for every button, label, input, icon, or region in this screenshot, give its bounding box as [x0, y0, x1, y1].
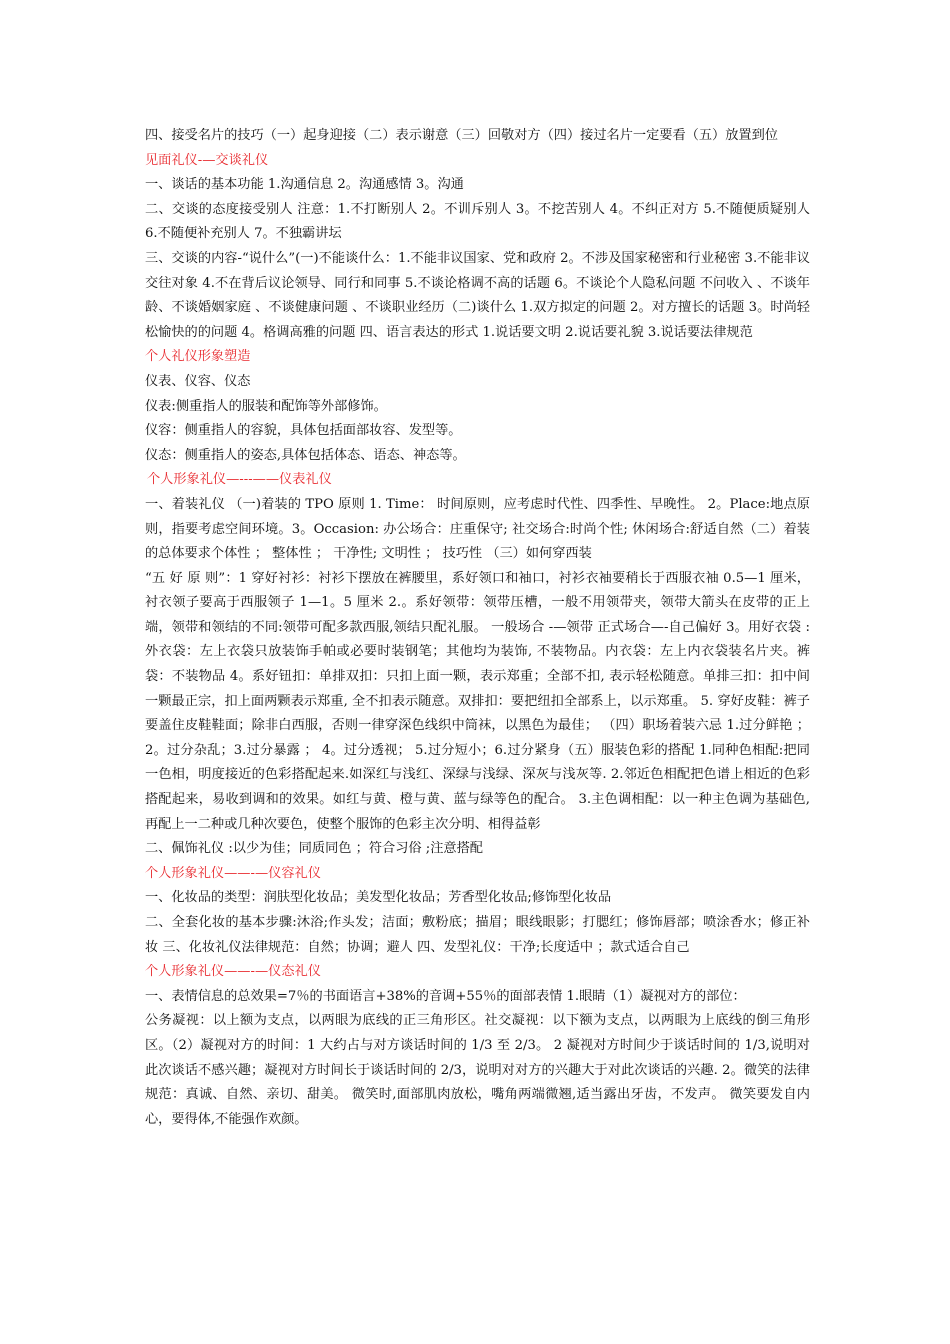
- paragraph-dress-tpo: 一、着装礼仪 （一)着装的 TPO 原则 1. Time： 时间原则，应考虑时代性、四季性、早晚性。 2。Place:地点原则，指要考虑空间环境。3。Occasion: 办公场合：庄重保守; 社交场合:时尚个性; 休闲场合:舒适自然（二）着装的总体要求个体性 ； 整体性 ； 干净性; 文明性 ； 技巧性 （三）如何穿西装: [145, 496, 810, 562]
- heading-personal-image: 个人礼仪形象塑造: [145, 349, 251, 365]
- paragraph-business-card-skills: 四、接受名片的技巧（一）起身迎接（二）表示谢意（三）回敬对方（四）接过名片一定要看（五）放置到位: [145, 128, 778, 143]
- paragraph-manner-def: 仪态：侧重指人的姿态,具体包括体态、语态、神态等。: [145, 447, 466, 463]
- paragraph-gaze-smile: 公务凝视：以上额为支点，以两眼为底线的正三角形区。社交凝视：以下额为支点，以两眼为上底线的倒三角形区。（2）凝视对方的时间：1 大约占与对方谈话时间的 1/3 至 2/3。 2 凝视对方时间少于谈话时间的 1/3,说明对此次谈话不感兴趣；凝视对方时间长于谈话时间的 2/3，说明对对方的兴趣大于对此次谈话的兴趣. 2。微笑的法律规范：真诚、自然、亲切、甜美。 微笑时,面部肌肉放松，嘴角两端微翘,适当露出牙齿，不发声。 微笑要发自内心，要得体,不能强作欢颜。: [145, 1013, 810, 1127]
- paragraph-suit-principles: “五 好 原 则”：1 穿好衬衫：衬衫下摆放在裤腰里，系好领口和袖口，衬衫衣袖要稍长于西服衣袖 0.5—1 厘米，衬衣领子要高于西服领子 1—1。5 厘米 2.。系好领带：领带压槽，一般不用领带夹，领带大箭头在皮带的正上端，领带和领结的不同:领带可配多款西服,领结只配礼服。 一般场合 -—领带 正式场合—-自己偏好 3。用好衣袋 :外衣袋：左上衣袋只放装饰手帕或必要时装钢笔；其他均为装饰, 不装物品。内衣袋：左上内衣袋装名片夹。裤袋：不装物品 4。系好钮扣：单排双扣：只扣上面一颗，表示郑重；全部不扣, 表示轻松随意。单排三扣：扣中间一颗最正宗，扣上面两颗表示郑重, 全不扣表示随意。双排扣：要把纽扣全部系上，以示郑重。 5. 穿好皮鞋：裤子要盖住皮鞋鞋面；除非白西服，否则一律穿深色线织中筒袜，以黑色为最佳； （四）职场着装六忌 1.过分鲜艳 ；2。过分杂乱；3.过分暴露 ； 4。过分透视； 5.过分短小；6.过分紧身（五）服装色彩的搭配 1.同种色相配:把同一色相，明度接近的色彩搭配起来.如深红与浅红、深绿与浅绿、深灰与浅灰等. 2.邻近色相配把色谱上相近的色彩搭配起来，易收到调和的效果。如红与黄、橙与黄、蓝与绿等色的配合。 3.主色调相配：以一种主色调为基础色,再配上一二种或几种次要色，使整个服饰的色彩主次分明、相得益彰: [145, 570, 810, 832]
- paragraph-appearance-def: 仪表:侧重指人的服装和配饰等外部修饰。: [145, 398, 387, 414]
- document-page: [145, 124, 810, 1132]
- paragraph-appearance-terms: 仪表、仪容、仪态: [145, 373, 251, 389]
- heading-makeup-etiquette: 个人形象礼仪——-—仪容礼仪: [145, 865, 321, 881]
- paragraph-makeup-steps: 二、全套化妆的基本步骤:沐浴;作头发；洁面；敷粉底；描眉；眼线眼影；打腮红；修饰唇部；喷涂香水；修正补妆 三、化妆礼仪法律规范：自然；协调；避人 四、发型礼仪：干净;长度适中 ；款式适合自己: [145, 915, 810, 955]
- paragraph-accessories: 二、佩饰礼仪 :以少为佳；同质同色 ；符合习俗 ;注意搭配: [145, 841, 483, 857]
- paragraph-conversation-functions: 一、谈话的基本功能 1.沟通信息 2。沟通感情 3。沟通: [145, 177, 464, 193]
- heading-dress-etiquette: 个人形象礼仪—---——仪表礼仪: [147, 472, 332, 488]
- paragraph-cosmetics-types: 一、化妆品的类型：润肤型化妆品；美发型化妆品；芳香型化妆品;修饰型化妆品: [145, 890, 612, 906]
- heading-conversation-etiquette: 见面礼仪-—交谈礼仪: [145, 152, 269, 168]
- paragraph-expression-info: 一、表情信息的总效果=7％的书面语言+38%的音调+55％的面部表情 1.眼睛（1）凝视对方的部位：: [145, 988, 746, 1004]
- heading-manner-etiquette: 个人形象礼仪——-—仪态礼仪: [145, 964, 321, 980]
- paragraph-conversation-attitude: 二、交谈的态度接受别人 注意：1.不打断别人 2。不训斥别人 3。不挖苦别人 4。不纠正对方 5.不随便质疑别人 6.不随便补充别人 7。不独霸讲坛: [145, 201, 810, 242]
- paragraph-conversation-content: 三、交谈的内容-“说什么”(一)不能谈什么：1.不能非议国家、党和政府 2。不涉及国家秘密和行业秘密 3.不能非议交往对象 4.不在背后议论领导、同行和同事 5.不谈论格调不高的话题 6。不谈论个人隐私问题 不问收入 、不谈年龄、不谈婚姻家庭 、不谈健康问题 、不谈职业经历（二)谈什么 1.双方拟定的问题 2。对方擅长的话题 3。时尚轻松愉快的的问题 4。格调高雅的问题 四、语言表达的形式 1.说话要文明 2.说话要礼貌 3.说话要法律规范: [145, 250, 810, 340]
- paragraph-looks-def: 仪容：侧重指人的容貌，具体包括面部妆容、发型等。: [145, 423, 462, 439]
